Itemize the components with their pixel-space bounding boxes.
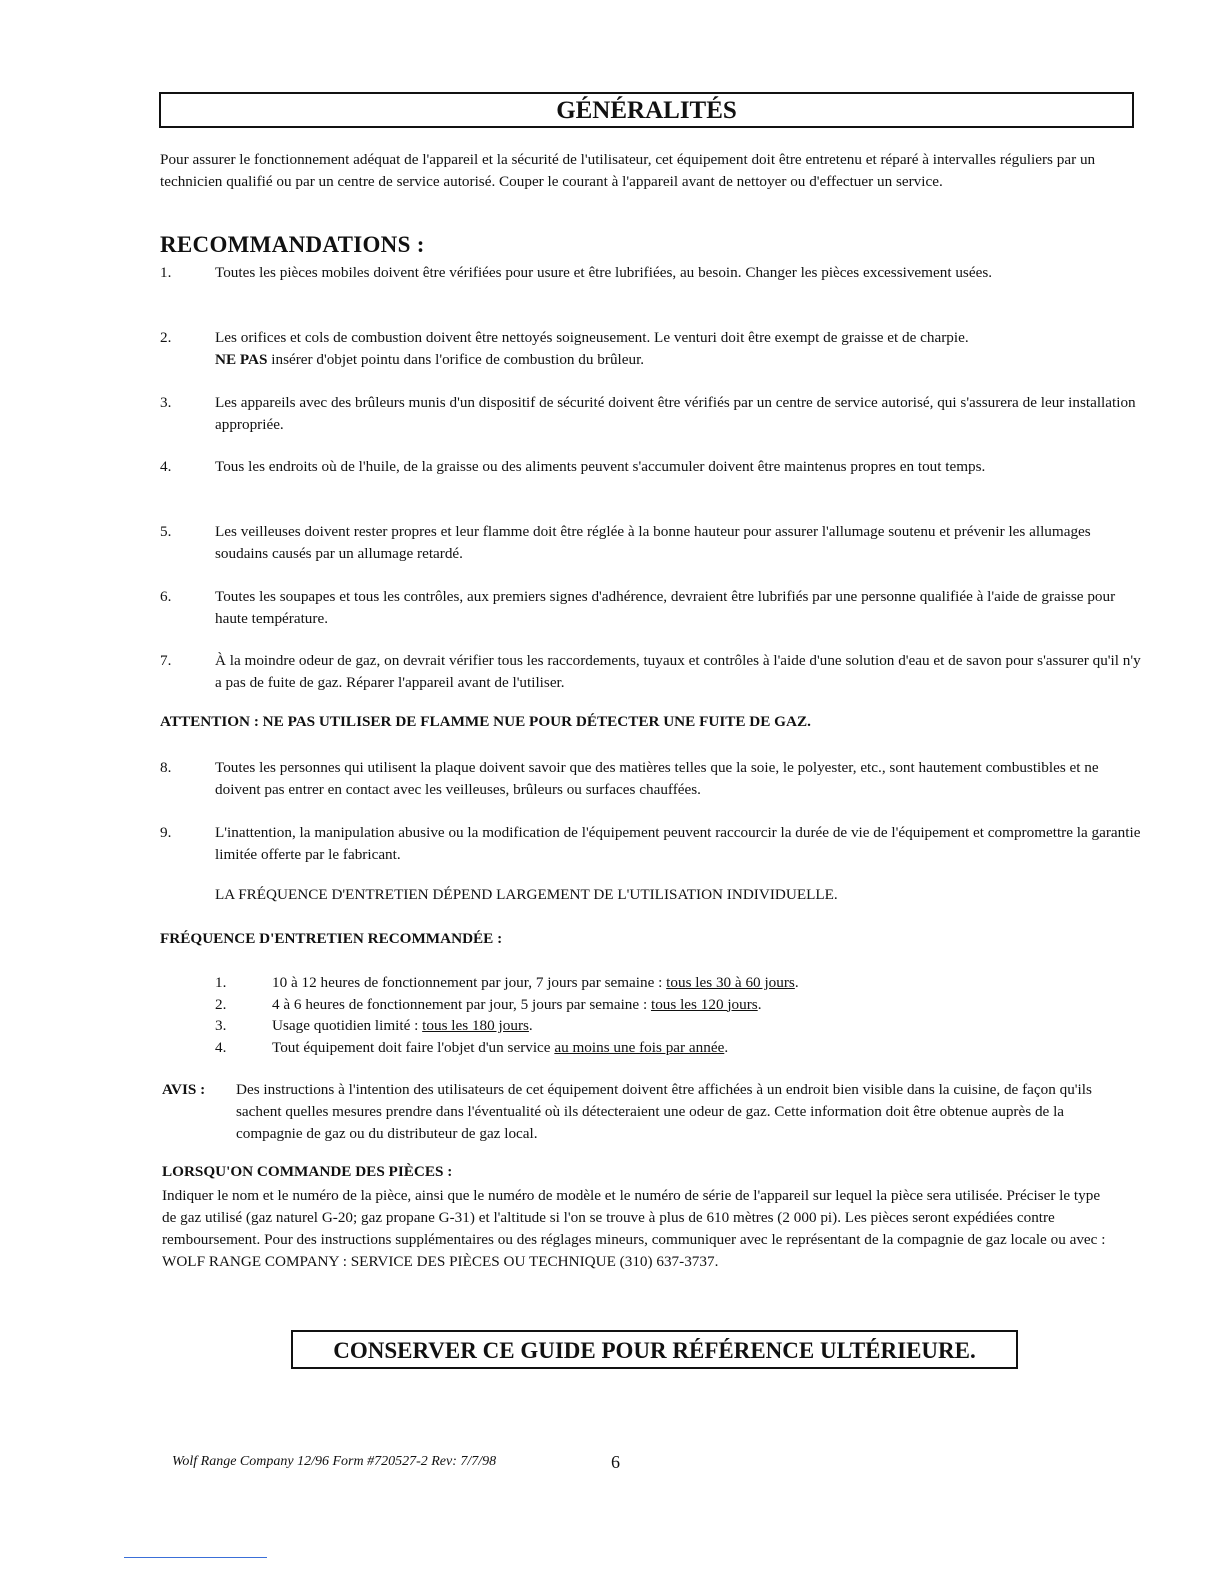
page-number: 6 [611, 1452, 620, 1472]
item-text-main: Les orifices et cols de combustion doivent être nettoyés soigneusement. Le venturi doit être exempt de graisse et de charpie. [215, 329, 969, 346]
page-title: GÉNÉRALITÉS [159, 92, 1134, 128]
item-text: Tout équipement doit faire l'objet d'un service [272, 1038, 555, 1056]
item-text-rest: insérer d'objet pointu dans l'orifice de combustion du brûleur. [267, 351, 645, 368]
item-number: 2. [215, 995, 227, 1013]
item-text: 4 à 6 heures de fonctionnement par jour, 5 jours par semaine : [272, 995, 651, 1013]
item-text: Toutes les personnes qui utilisent la plaque doivent savoir que des matières telles que la soie, le polyester, etc., sont hautement combustibles et ne doivent pas entrer en contact avec les veilleuses, brûleurs ou surfaces chauffées. [215, 759, 1099, 798]
frequency-interval: tous les 120 jours [650, 995, 758, 1013]
recommendation-item-3 [160, 392, 1145, 436]
item-number: 1. [215, 974, 227, 991]
avis-notice [162, 1079, 1102, 1145]
item-text: 10 à 12 heures de fonctionnement par jour, 7 jours par semaine : [272, 974, 667, 991]
recommendation-item-4 [160, 456, 1145, 478]
frequency-note: LA FRÉQUENCE D'ENTRETIEN DÉPEND LARGEMENT DE L'UTILISATION INDIVIDUELLE. [215, 886, 838, 903]
item-number: 3. [160, 394, 172, 411]
item-text-bold: NE PAS [215, 351, 268, 368]
item-text: Usage quotidien limité : [272, 1017, 423, 1034]
item-number: 7. [160, 652, 172, 669]
item-text: L'inattention, la manipulation abusive ou la modification de l'équipement peuvent raccourcir la durée de vie de l'équipement et compromettre la garantie limitée offerte par le fabricant. [215, 824, 1141, 863]
item-text [215, 327, 1145, 371]
footer-text: Wolf Range Company 12/96 Form #720527-2 Rev: 7/7/98 [172, 1454, 497, 1469]
item-number: 4. [215, 1038, 227, 1056]
frequency-heading: FRÉQUENCE D'ENTRETIEN RECOMMANDÉE : [160, 930, 503, 947]
item-text: Tous les endroits où de l'huile, de la graisse ou des aliments peuvent s'accumuler doivent être maintenus propres en tout temps. [215, 458, 986, 475]
item-number: 1. [160, 264, 172, 281]
frequency-interval: au moins une fois par année [554, 1038, 725, 1056]
item-number: 9. [160, 824, 172, 841]
item-text: Toutes les pièces mobiles doivent être vérifiées pour usure et être lubrifiées, au besoin. Changer les pièces excessivement usées. [215, 264, 993, 281]
item-number: 6. [160, 588, 172, 605]
item-number: 5. [160, 523, 172, 540]
item-text: Les appareils avec des brûleurs munis d'un dispositif de sécurité doivent être vérifiés par un centre de service autorisé, qui s'assurera de leur installation appropriée. [215, 394, 1136, 433]
item-number: 3. [215, 1017, 227, 1034]
recommendation-item-6 [160, 586, 1145, 630]
item-end: . [724, 1038, 729, 1056]
item-end: . [528, 1017, 533, 1034]
recommendation-item-9 [160, 822, 1145, 866]
intro-paragraph: Pour assurer le fonctionnement adéquat de l'appareil et la sécurité de l'utilisateur, cet équipement doit être entretenu et réparé à intervalles réguliers par un technicien qualifié ou par un centre de service autorisé. Couper le courant à l'appareil avant de nettoyer ou d'effectuer un service. [160, 151, 1096, 190]
recommendation-item-5 [160, 521, 1145, 565]
item-end: . [757, 995, 762, 1013]
item-text: À la moindre odeur de gaz, on devrait vérifier tous les raccordements, tuyaux et contrôles à l'aide d'une solution d'eau et de savon pour s'assurer qu'il n'y a pas de fuite de gaz. Réparer l'appareil avant de l'utiliser. [215, 652, 1141, 691]
frequency-interval: tous les 180 jours [422, 1017, 529, 1034]
ordering-text: Indiquer le nom et le numéro de la pièce, ainsi que le numéro de modèle et le numéro de série de l'appareil sur lequel la pièce sera utilisée. Préciser le type de gaz utilisé (gaz naturel G-20; gaz propane G-31) et l'altitude si l'on se trouve à plus de 610 mètres (2 000 pi). Les pièces seront expédiées contre remboursement. Pour des instructions supplémentaires ou des réglages mineurs, communiquer avec le représentant de la compagnie de gaz locale ou avec : WOLF RANGE COMPANY : SERVICE DES PIÈCES OU TECHNIQUE (310) 637-3737. [162, 1187, 1106, 1270]
avis-label: AVIS : [162, 1081, 206, 1098]
recommendation-item-2 [160, 327, 1145, 371]
item-end: . [794, 974, 799, 991]
frequency-interval: tous les 30 à 60 jours [666, 974, 795, 991]
keep-guide-notice: CONSERVER CE GUIDE POUR RÉFÉRENCE ULTÉRIEURE. [291, 1330, 1018, 1369]
recommendation-item-7 [160, 650, 1145, 694]
bottom-divider [124, 1557, 267, 1558]
item-number: 2. [160, 329, 172, 346]
attention-warning: ATTENTION : NE PAS UTILISER DE FLAMME NUE POUR DÉTECTER UNE FUITE DE GAZ. [160, 713, 811, 730]
avis-text: Des instructions à l'intention des utilisateurs de cet équipement doivent être affichées à un endroit bien visible dans la cuisine, de façon qu'ils sachent quelles mesures prendre dans l'éventualité où ils détecteraient une odeur de gaz. Cette information doit être obtenue auprès de la compagnie de gaz ou du distributeur de gaz local. [236, 1081, 1092, 1142]
item-text: Toutes les soupapes et tous les contrôles, aux premiers signes d'adhérence, devraient être lubrifiés par une personne qualifiée à l'aide de graisse pour haute température. [215, 588, 1116, 627]
item-number: 8. [160, 759, 172, 776]
item-number: 4. [160, 458, 172, 475]
recommendation-item-1 [160, 262, 1145, 284]
item-text: Les veilleuses doivent rester propres et leur flamme doit être réglée à la bonne hauteur pour assurer l'allumage soutenu et prévenir les allumages soudains causés par un allumage retardé. [215, 523, 1091, 562]
ordering-heading: LORSQU'ON COMMANDE DES PIÈCES : [162, 1163, 453, 1180]
recommendations-heading: RECOMMANDATIONS : [160, 232, 425, 257]
recommendation-item-8 [160, 757, 1145, 801]
